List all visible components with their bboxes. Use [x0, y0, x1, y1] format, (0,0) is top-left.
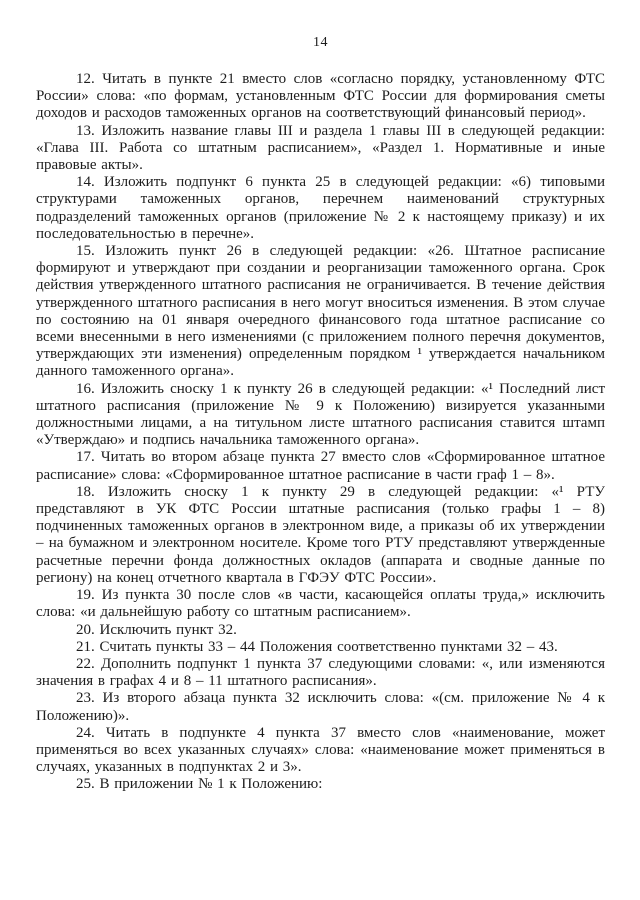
- paragraph: 19. Из пункта 30 после слов «в части, касающейся оплаты труда,» исключить слова: «и дальнейшую работу со штатным расписанием».: [36, 587, 605, 621]
- paragraph: 25. В приложении № 1 к Положению:: [76, 776, 323, 793]
- paragraph: 17. Читать во втором абзаце пункта 27 вместо слов «Сформированное штатное расписание» слова: «Сформированное штатное расписание в части граф 1 – 8».: [36, 449, 605, 483]
- paragraph: 13. Изложить название главы III и раздела 1 главы III в следующей редакции: «Глава III. Работа со штатным расписанием», «Раздел 1. Нормативные и иные правовые акты».: [36, 122, 605, 174]
- paragraph: 18. Изложить сноску 1 к пункту 29 в следующей редакции: «¹ РТУ представляют в УК ФТС России штатные расписания (только графы 1 – 8) подчиненных таможенных органов в электронном виде, а приказы об их утверждении – на бумажном и электронном носителе. Кроме того РТУ представляют утвержденные расчетные перечни фонда должностных окладов (аппарата и сводные данные по региону) на конец отчетного квартала в ГФЭУ ФТС России».: [36, 483, 605, 586]
- paragraph: 24. Читать в подпункте 4 пункта 37 вместо слов «наименование, может применяться во всех указанных случаях» слова: «наименование может применяться в случаях, указанных в подпунктах 2 и 3».: [36, 724, 605, 776]
- paragraph: 14. Изложить подпункт 6 пункта 25 в следующей редакции: «6) типовыми структурами таможенных органов, перечнем наименований структурных подразделений таможенных органов (приложение № 2 к настоящему приказу) и их последовательностью в перечне».: [36, 174, 605, 242]
- paragraph: 20. Исключить пункт 32.: [76, 621, 237, 638]
- page-number: 14: [313, 35, 328, 50]
- paragraph: 12. Читать в пункте 21 вместо слов «согласно порядку, установленному ФТС России» слова: «по формам, установленным ФТС России для формирования сметы доходов и расходов таможенных органов на соответствующий финансовый период».: [36, 71, 605, 122]
- document-body: [36, 71, 605, 794]
- paragraph: 21. Считать пункты 33 – 44 Положения соответственно пунктами 32 – 43.: [76, 638, 558, 655]
- paragraph: 22. Дополнить подпункт 1 пункта 37 следующими словами: «, или изменяются значения в графах 4 и 8 – 11 штатного расписания».: [36, 655, 605, 690]
- paragraph: 15. Изложить пункт 26 в следующей редакции: «26. Штатное расписание формируют и утверждают при создании и реорганизации таможенного органа. Срок действия утвержденного штатного расписания не ограничивается. В течение действия утвержденного штатного расписания в него могут вноситься изменения. В этом случае по состоянию на 01 января очередного финансового года штатное расписание со всеми внесенными в него изменениями (с приложением полного перечня документов, утверждающих эти изменения) определенным порядком ¹ утверждается начальником данного таможенного органа».: [36, 243, 605, 380]
- paragraph: 23. Из второго абзаца пункта 32 исключить слова: «(см. приложение № 4 к Положению)».: [36, 690, 605, 724]
- paragraph: 16. Изложить сноску 1 к пункту 26 в следующей редакции: «¹ Последний лист штатного расписания (приложение № 9 к Положению) визируется указанными должностными лицами, а на титульном листе штатного расписания ставится штамп «Утверждаю» и подпись начальника таможенного органа».: [36, 380, 605, 449]
